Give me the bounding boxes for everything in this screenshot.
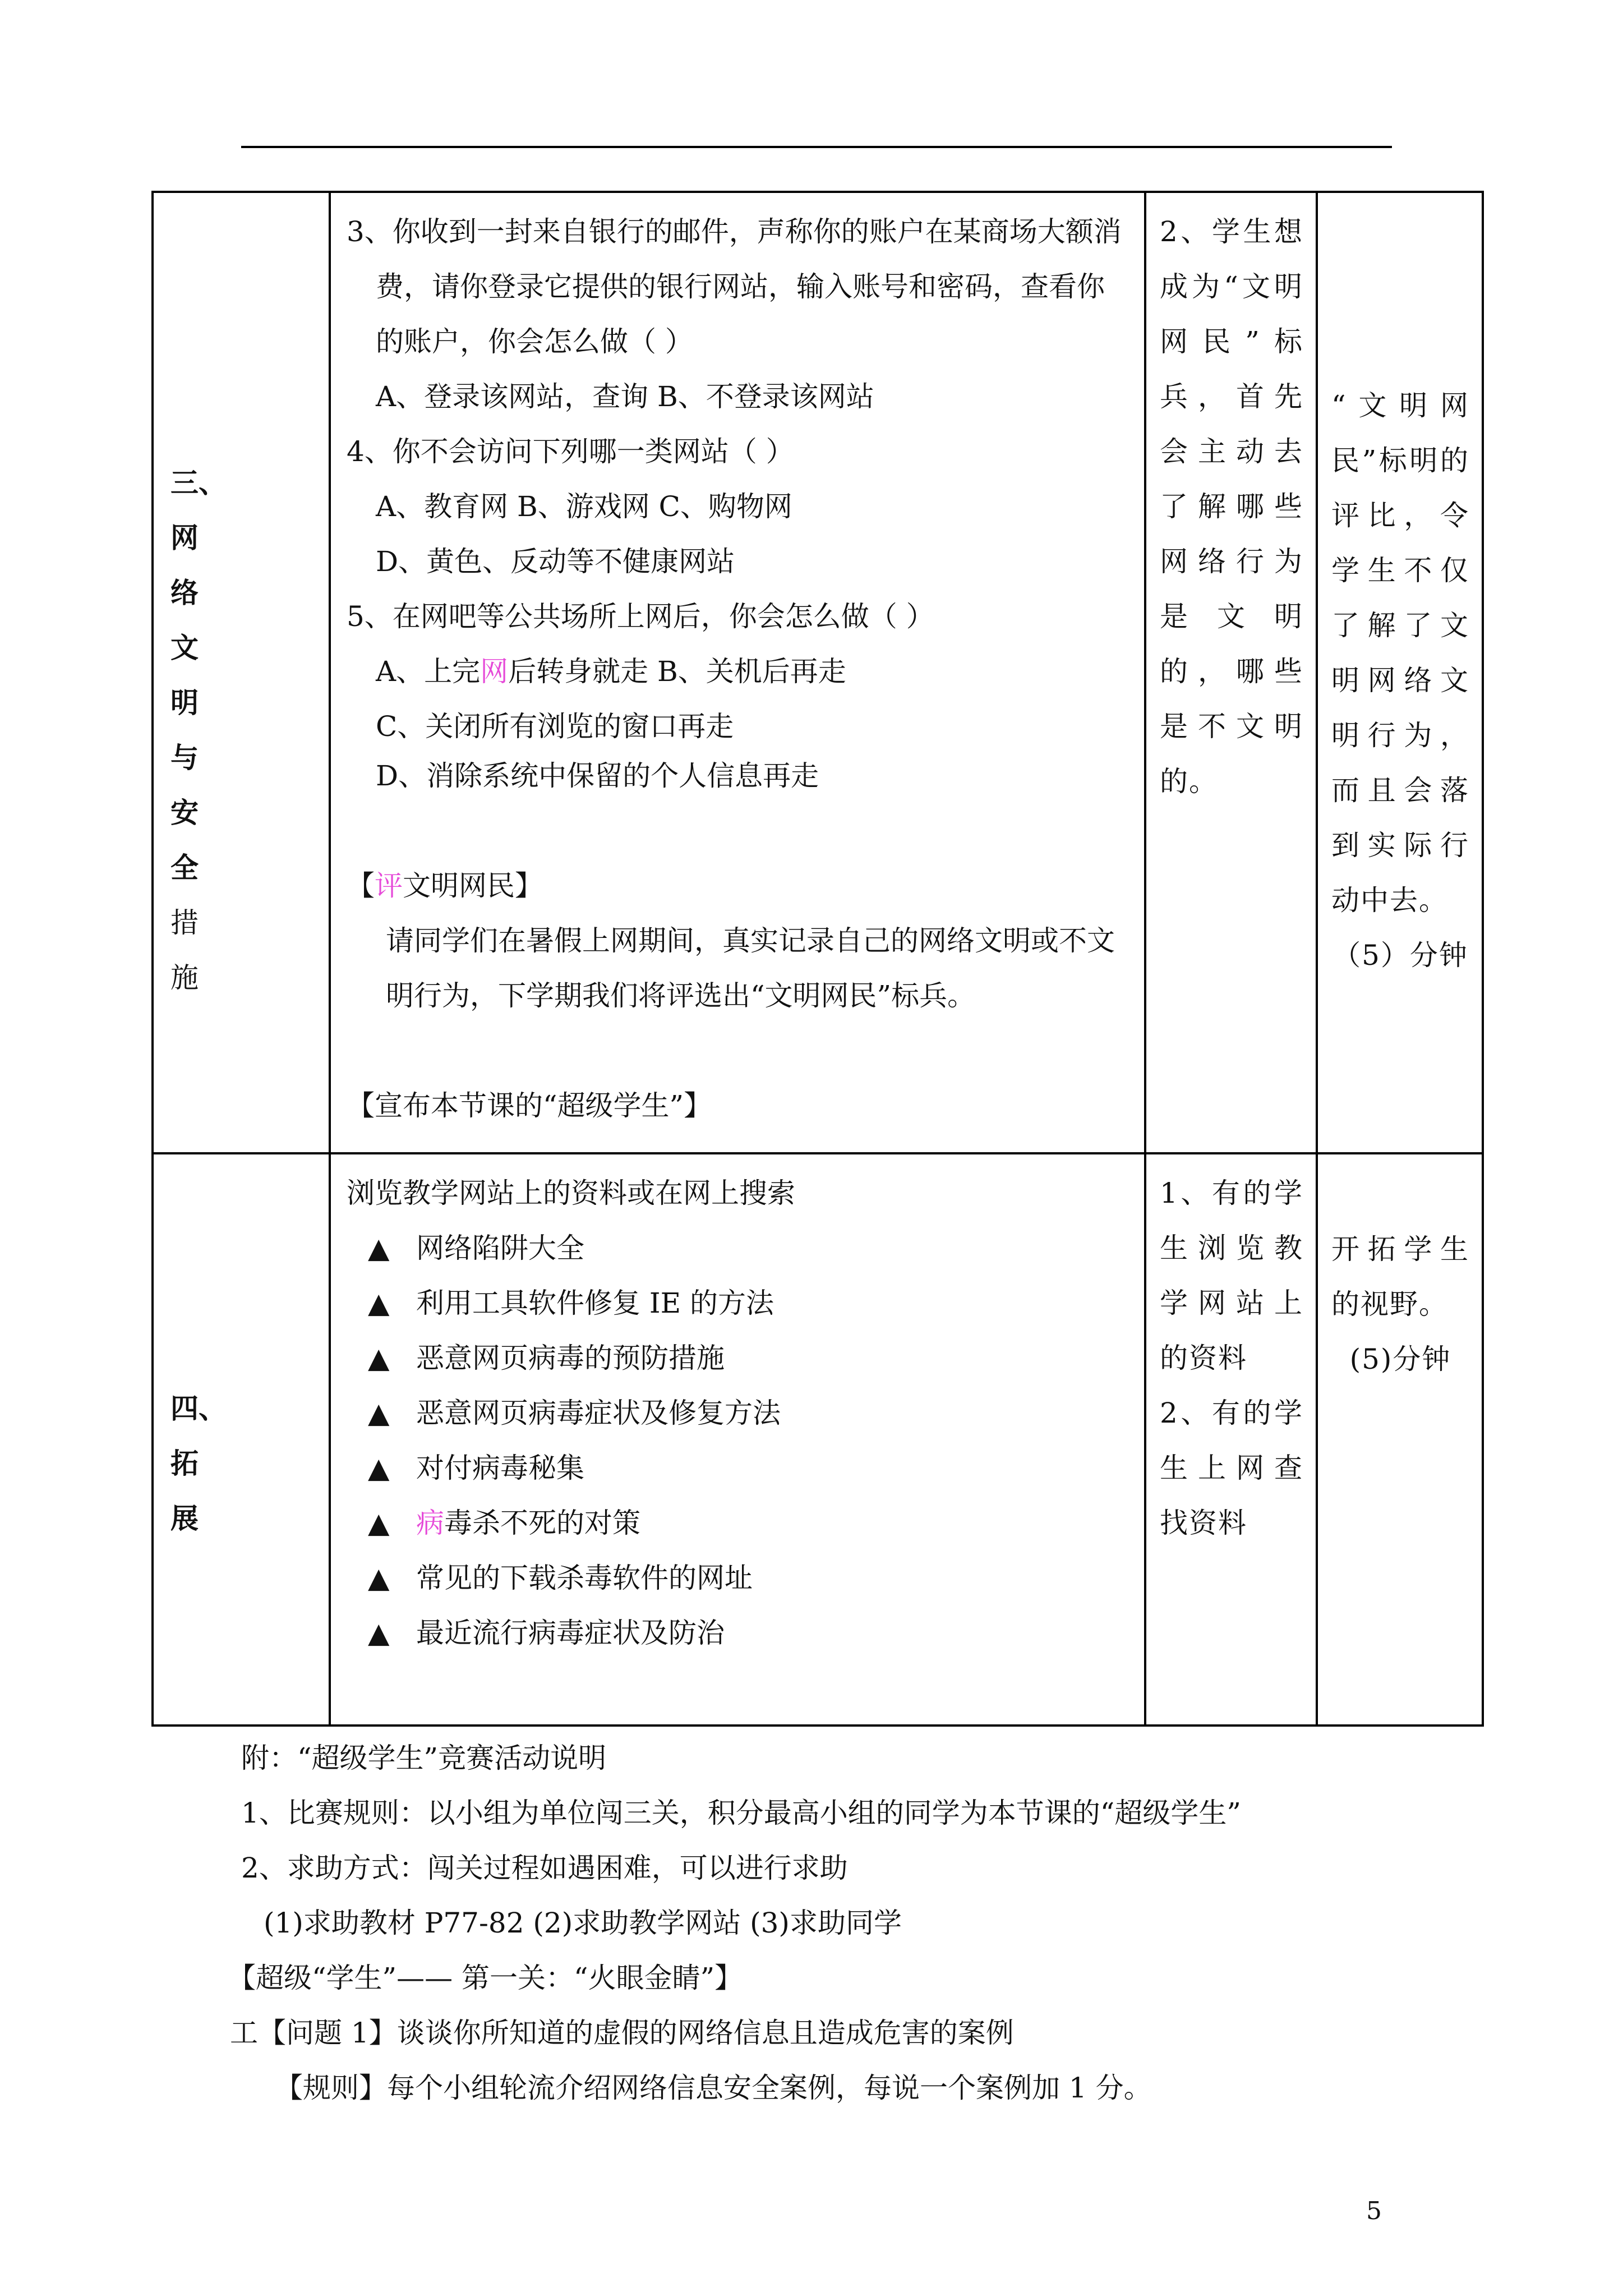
stage-char: 安	[170, 796, 199, 829]
list-item	[347, 1221, 1133, 1276]
appendix-line: (1)求助教材 P77-82 (2)求助教学网站 (3)求助同学	[264, 1907, 902, 1939]
page-number: 5	[1366, 2197, 1382, 2225]
list-item-text: 网络陷阱大全	[416, 1232, 584, 1264]
triangle-bullet-icon: ▲	[368, 1232, 390, 1264]
stage-char: 网	[170, 521, 199, 554]
highlight-char: 评	[375, 869, 403, 902]
stage-char: 措	[170, 907, 199, 939]
question-line: 4、你不会访问下列哪一类网站（ ）	[347, 435, 794, 468]
quiz-content	[331, 193, 1144, 1133]
design-intent-text	[1318, 1154, 1482, 1387]
option-line: D、消除系统中保留的个人信息再走	[376, 760, 819, 792]
stage-label	[154, 1154, 329, 1546]
list-item-text: 利用工具软件修复 IE 的方法	[416, 1287, 774, 1319]
paragraph-line: 请同学们在暑假上网期间，真实记录自己的网络文明或不文	[386, 924, 1115, 957]
stage-char: 施	[170, 961, 199, 994]
list-item	[347, 1331, 1133, 1386]
header-rule	[241, 146, 1392, 148]
list-item	[347, 1550, 1133, 1605]
highlight-char: 病	[416, 1507, 444, 1539]
design-intent-text	[1318, 193, 1482, 983]
design-intent-cell	[1317, 192, 1483, 1153]
stage-char: 全	[170, 851, 199, 884]
list-item-text: 毒杀不死的对策	[444, 1507, 640, 1539]
appendix-title: 附：“超级学生”竞赛活动说明	[241, 1742, 607, 1774]
time-text: （5）分钟	[1332, 939, 1468, 972]
option-line: A、教育网 B、游戏网 C、购物网	[376, 490, 792, 523]
stage-title: 三、	[170, 466, 227, 499]
spacer	[347, 1023, 1133, 1078]
stage-char: 展	[170, 1502, 199, 1535]
heading-text: 文明网民】	[403, 869, 543, 902]
time-text: (5)分钟	[1349, 1343, 1451, 1375]
spacer	[347, 798, 1133, 853]
list-item-text: 恶意网页病毒症状及修复方法	[416, 1397, 781, 1429]
option-line: A、登录该网站，查询 B、不登录该网站	[376, 380, 874, 413]
appendix-line: 【规则】每个小组轮流介绍网络信息安全案例，每说一个案例加 1 分。	[275, 2072, 1152, 2104]
triangle-bullet-icon: ▲	[368, 1562, 390, 1594]
list-item	[347, 1605, 1133, 1660]
intent-text: “文明网民”标明的评比，令学生不仅了解了文明网络文明行为，而且会落到实际行动中去。	[1331, 389, 1469, 917]
triangle-bullet-icon: ▲	[368, 1452, 390, 1484]
lesson-table	[151, 191, 1484, 1727]
appendix	[228, 1731, 1419, 2115]
stage-char: 文	[170, 631, 199, 664]
student-activity-cell	[1145, 192, 1317, 1153]
stage-cell	[153, 1153, 330, 1726]
option-line: D、黄色、反动等不健康网站	[376, 545, 735, 578]
highlight-char: 网	[480, 655, 509, 688]
triangle-bullet-icon: ▲	[368, 1617, 390, 1649]
list-item-text: 最近流行病毒症状及防治	[416, 1617, 725, 1649]
list-item	[347, 1276, 1133, 1331]
activity-line: 1、有的学生浏览教学网站上的资料	[1160, 1177, 1303, 1374]
option-text: A、上完	[376, 655, 481, 688]
question-line: 的账户，你会怎么做（ ）	[376, 325, 693, 358]
triangle-bullet-icon: ▲	[368, 1507, 390, 1539]
appendix-heading: 【超级“学生”—— 第一关：“火眼金睛”】	[228, 1962, 743, 1994]
stage-char: 与	[170, 741, 199, 774]
intro-line: 浏览教学网站上的资料或在网上搜索	[347, 1177, 795, 1209]
stage-label	[154, 193, 329, 1005]
list-item-text: 对付病毒秘集	[416, 1452, 584, 1484]
stage-char: 明	[170, 686, 199, 719]
table-row	[153, 1153, 1483, 1726]
content-cell	[330, 192, 1145, 1153]
list-item	[347, 1441, 1133, 1496]
option-line	[347, 644, 1133, 699]
option-line: C、关闭所有浏览的窗口再走	[376, 710, 734, 743]
appendix-line: 1、比赛规则：以小组为单位闯三关，积分最高小组的同学为本节课的“超级学生”	[241, 1797, 1241, 1829]
question-line: 5、在网吧等公共场所上网后，你会怎么做（ ）	[347, 600, 934, 633]
section-heading: 【宣布本节课的“超级学生”】	[347, 1089, 712, 1122]
option-text: 后转身就走 B、关机后再走	[508, 655, 846, 688]
appendix-line: 工【问题 1】谈谈你所知道的虚假的网络信息且造成危害的案例	[230, 2017, 1014, 2049]
extension-content	[331, 1154, 1144, 1660]
triangle-bullet-icon: ▲	[368, 1342, 390, 1374]
triangle-bullet-icon: ▲	[368, 1287, 390, 1319]
list-item	[347, 1496, 1133, 1550]
activity-line: 2、有的学生上网查找资料	[1160, 1397, 1303, 1539]
question-line: 3、你收到一封来自银行的邮件，声称你的账户在某商场大额消	[347, 215, 1122, 248]
list-item	[347, 1386, 1133, 1441]
student-activity-cell	[1145, 1153, 1317, 1726]
stage-char: 拓	[170, 1447, 199, 1480]
stage-char: 络	[170, 576, 199, 609]
intent-text: 开拓学生的视野。	[1331, 1233, 1469, 1320]
list-item-text: 恶意网页病毒的预防措施	[416, 1342, 725, 1374]
stage-title: 四、	[170, 1392, 227, 1425]
student-activity-text	[1146, 1154, 1316, 1550]
bracket: 【	[347, 869, 375, 902]
stage-cell	[153, 192, 330, 1153]
design-intent-cell	[1317, 1153, 1483, 1726]
triangle-bullet-icon: ▲	[368, 1397, 390, 1429]
content-cell	[330, 1153, 1145, 1726]
question-line: 费，请你登录它提供的银行网站，输入账号和密码，查看你	[376, 270, 1105, 303]
appendix-line: 2、求助方式：闯关过程如遇困难，可以进行求助	[241, 1852, 848, 1884]
student-activity-text: 2、学生想成为“文明网民”标兵，首先会主动去了解哪些网络行为是文明的，哪些是不文明的。	[1160, 215, 1303, 798]
section-heading	[347, 858, 1133, 913]
list-item-text: 常见的下载杀毒软件的网址	[416, 1562, 753, 1594]
table-row	[153, 192, 1483, 1153]
paragraph-line: 明行为，下学期我们将评选出“文明网民”标兵。	[386, 979, 976, 1012]
